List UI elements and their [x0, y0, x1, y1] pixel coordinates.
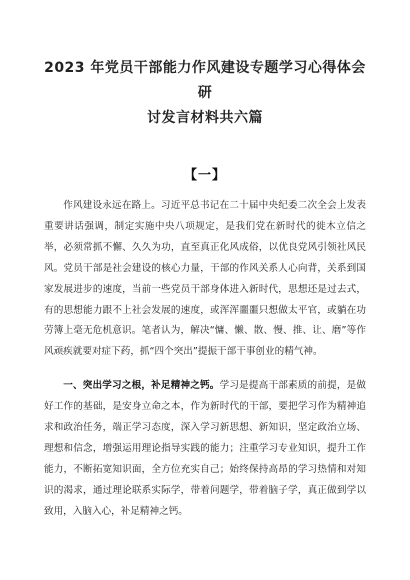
- paragraph-heading: 一、突出学习之根，补足精神之钙。: [63, 380, 220, 392]
- paragraph-intro: 作风建设永远在路上。习近平总书记在二十届中央纪委二次全会上发表重要讲话强调，制定实施中央八项规定，是我们党在新时代的徙木立信之举，必须常抓不懈、久久为功，直至真正化风成俗，以优良党风引领社风民风。党员干部是社会建设的核心力量，干部的作风关系人心向背，关系到国家发展进步的速度，当前一些党员干部身体进入新时代，思想还是过去式，有的思想能力跟不上社会发展的速度，或浑浑噩噩只想做太平官，或躺在功劳簿上毫无危机意识。笔者认为，解决“慵、懒、散、慢、推、让、磨”等作风顽疾就要对症下药，抓“四个突出”提振干部干事创业的精气神。: [44, 200, 366, 358]
- paragraph-body: 学习是提高干部素质的前提，是做好工作的基础，是安身立命之本，作为新时代的干部，要把学习作为精神追求和政治任务，端正学习态度，深入学习新思想、新知识，坚定政治立场、理想和信念，增强运用理论指导实践的能力；注重学习专业知识，提升工作能力，不断拓宽知识面，全方位充实自己；始终保持高昂的学习热情和对知识的渴求，通过理论联系实际学，带着问题学，带着脑子学，真正做到学以致用，入脑入心，补足精神之钙。: [44, 380, 367, 517]
- title-line-2: 讨发言材料共六篇: [147, 110, 263, 126]
- paragraph-study: [44, 376, 366, 522]
- title-line-1: 2023 年党员干部能力作风建设专题学习心得体会研: [44, 60, 366, 101]
- document-title: [44, 0, 366, 131]
- section-heading: 【一】: [183, 168, 226, 183]
